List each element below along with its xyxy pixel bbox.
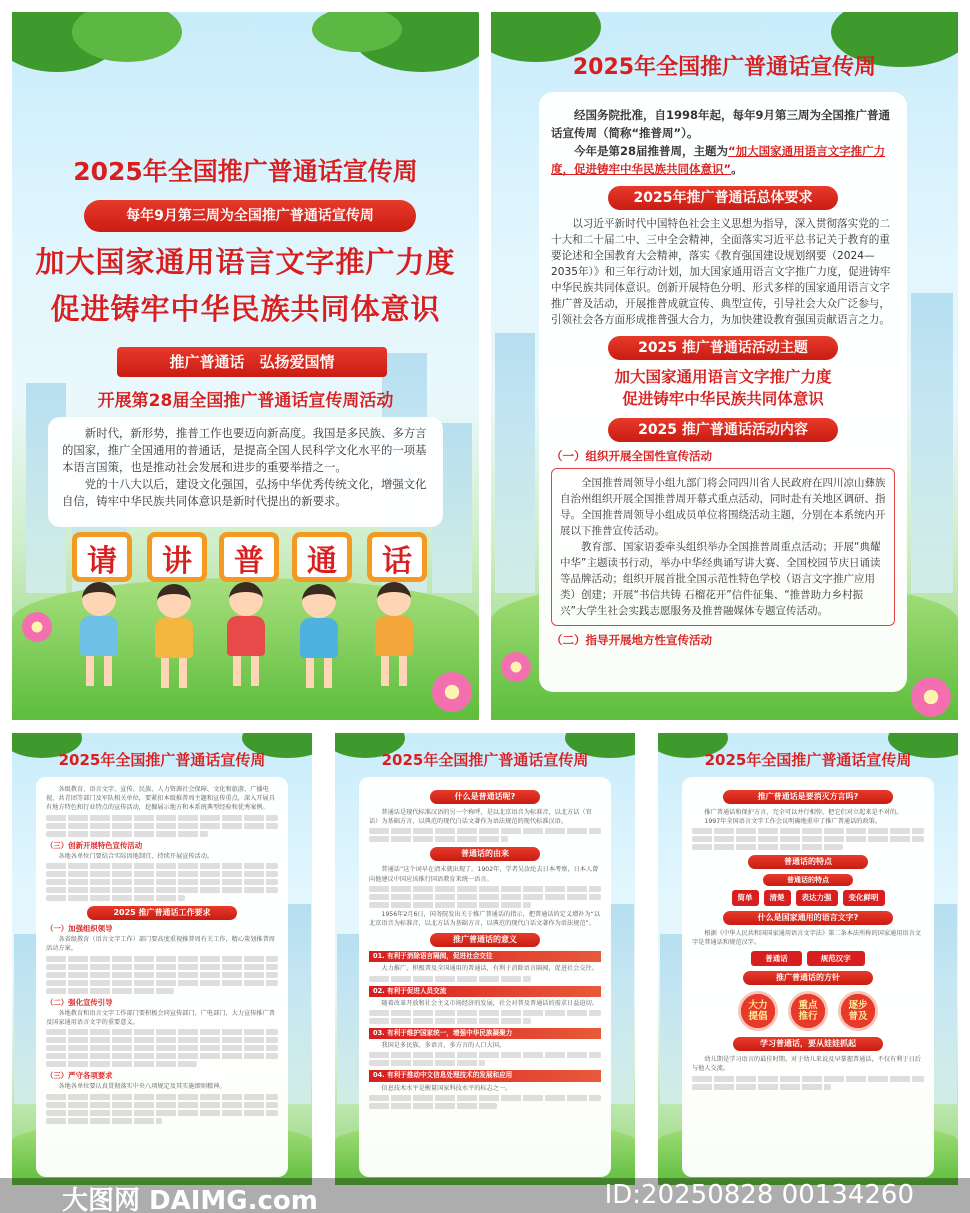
question-text: 普通话是现代标准汉语的另一个称呼，是以北京语音为标准音，以北方话（官话）为基础方言，以典范的现代白话文著作为语法规范的现代标准汉语。 [369, 809, 592, 826]
theme-line-1: 加大国家通用语言文字推广力度 [614, 368, 832, 386]
feature-tag: 表达力强 [796, 890, 838, 905]
intro-paragraph: 党的十八大以后，建设文化强国，弘扬中华优秀传统文化，增强文化自信，铸牢中华民族共同体意识是新时代提出的新要求。 [62, 477, 427, 508]
significance-item-4: 04. 有利于推动中文信息处理技术的发展和应用 [369, 1070, 601, 1081]
sign-tong: 通 [292, 532, 352, 582]
language-chips [692, 951, 924, 966]
national-activities-box [551, 468, 895, 626]
watermark-site: 大图网 DAIMG.com [62, 1186, 318, 1213]
features-heading: 普通话的特点 [748, 855, 868, 869]
section-heading-local: （二）指导开展地方性宣传活动 [551, 633, 712, 647]
watermark-id: ID:20250828 00134260 [604, 1180, 914, 1210]
features-subheading: 普通话的特点 [763, 874, 853, 886]
origin-heading: 普通话的由来 [430, 847, 540, 861]
poster-title: 2025年全国推广普通话宣传周 [381, 751, 589, 769]
requirements-heading: 2025年推广普通话总体要求 [608, 186, 838, 210]
theme-line-2: 促进铸牢中华民族共同体意识 [622, 390, 824, 408]
flower [501, 652, 531, 682]
significance-text: 信息技术水平是衡量国家科技水平的标志之一。 [381, 1084, 512, 1092]
language-chip: 规范汉字 [807, 951, 865, 966]
child-figure [219, 582, 273, 686]
content-card [36, 777, 288, 1177]
question-heading: 什么是普通话呢? [430, 790, 540, 804]
section-heading: （一）加强组织领导 [46, 924, 113, 934]
intro-paragraph: 新时代，新形势，推普工作也要迈向新高度。我国是多民族、多方言的国家，推广全国通用的普通话，是提高全国人民科学文化水平的一项基本语言国策，也是推动社会发展和进步的重要举措之一。 [62, 426, 427, 474]
building [933, 904, 957, 1104]
work-requirements-heading: 2025 推广普通话工作要求 [87, 906, 237, 920]
content-heading: 2025 推广普通话活动内容 [608, 418, 838, 442]
significance-heading: 推广普通话的意义 [430, 933, 540, 947]
section-heading: （三）创新开展特色宣传活动 [46, 840, 143, 850]
section-heading-national: （一）组织开展全国性宣传活动 [551, 449, 712, 463]
slogan-line-1: 加大国家通用语言文字推广力度 [35, 245, 456, 279]
poster-title: 2025年全国推广普通话宣传周 [704, 751, 912, 769]
poster-title: 2025年全国推广普通话宣传周 [58, 751, 266, 769]
sign-jiang: 讲 [147, 532, 207, 582]
policy-heading: 推广普通话的方针 [743, 971, 873, 985]
origin-text: 1956年2月6日，国务院发出关于推广普通话的指示，把普通话的定义增补为“以北京语音为标准音，以北方话为基础方言，以典范的现代白话文著作为语法规范”。 [369, 910, 601, 928]
section-text: 各地各单位要认真贯彻落实中央八项规定及其实施细则精神。 [58, 1083, 226, 1091]
theme-paragraph: 今年是第28届推普周，主题为“加大国家通用语言文字推广力度，促进铸牢中华民族共同体意识”。 [551, 144, 886, 176]
flower [22, 612, 52, 642]
child-figure [147, 584, 201, 688]
children-heading: 学习普通话，要从娃娃抓起 [733, 1037, 883, 1051]
policy-circle: 逐步 普及 [838, 991, 878, 1031]
intro-paragraph: 经国务院批准，自1998年起，每年9月第三周为全国推广普通话宣传周（简称“推普周”）。 [551, 108, 891, 140]
feature-tag: 变化鲜明 [843, 890, 885, 905]
building [14, 934, 38, 1104]
building [911, 293, 953, 593]
sign-hua: 话 [367, 532, 427, 582]
poster-what-is-putonghua [335, 733, 635, 1185]
week-banner: 每年9月第三周为全国推广普通话宣传周 [84, 200, 416, 232]
feature-tag: 清楚 [764, 890, 791, 905]
dialect-text: 推广普通话和保护方言，完全可以并行相悖，把它们对立起来是不对的。 [704, 809, 903, 816]
significance-item-3: 03. 有利于维护国家统一，增强中华民族凝聚力 [369, 1028, 601, 1039]
section-text: 各地各单位门要结合实际因地制宜，持续开展宣传活动。 [58, 852, 214, 860]
building [610, 904, 634, 1104]
lead-paragraph: 各级教育、语言文字、宣传、民族、人力资源社会保障、文化和旅游、广播电视、共青团等部门及军队相关单位，要紧扣本级推普周主题和宣传重点，深入开展具有地方特色和行业特点的宣传活动，挖掘展示地方和本系统典型经验和优秀案例。 [46, 786, 275, 812]
slogan-strip: 推广普通话 弘扬爱国情 [117, 347, 387, 377]
box-paragraph: 全国推普周领导小组九部门将会同四川省人民政府在四川凉山彝族自治州组织开展全国推普周开幕式重点活动，同时赴有关地区调研、指导。全国推普周领导小组成员单位将围绕活动主题，分别在本系统内开展以下推普宣传活动。 [560, 477, 886, 537]
significance-item-2: 02. 有利于促进人员交流 [369, 986, 601, 997]
flower [432, 672, 472, 712]
poster-main [12, 12, 479, 720]
significance-item-1: 01. 有利于消除语言隔阂，促进社会交往 [369, 951, 601, 962]
building [337, 934, 361, 1104]
origin-text: 普通话”这个词早在清末就出现了。1902年，学者吴汝纶去日本考察，日本人曾向他建议中国应该推行国语教育来统一语言。 [369, 866, 599, 883]
child-figure [72, 582, 126, 686]
children-text: 幼儿期是学习语言的最佳时期。对于幼儿来说及早掌握普通话，不仅有利于日后与他人交流。 [692, 1056, 921, 1073]
content-card [359, 777, 611, 1177]
content-card [539, 92, 907, 692]
building [660, 934, 684, 1104]
requirements-text: 以习近平新时代中国特色社会主义思想为指导，深入贯彻落实党的二十大和二十届二中、三中全会精神，全面落实习近平总书记关于教育的重要论述和全国教育大会精神，落实《教育强国建设规划纲要（2024—2035年）》和三年行动计划，加大国家通用语言文字推广力度，促进铸牢中华民族共同体意识。创新开展特色分明、形式多样的国家通用语言文字推广普及活动，开展推普成就宣传、典型宣传，引导社会大众广泛参与，引领社会各方面形成推普强大合力，为加快建设教育强国贡献语言之力。 [551, 218, 891, 326]
intro-card [48, 417, 443, 527]
significance-text: 大力推广、积极普及全国通用的普通话，有利于消除语言隔阂，促进社会交往。 [381, 965, 598, 973]
section-text: 各省级教育（语言文字工作）部门要高度重视推普周有关工作，精心策划推普周活动方案。 [46, 936, 275, 953]
section-heading: （二）强化宣传引导 [46, 997, 113, 1007]
dialect-heading: 推广普通话是要消灭方言吗? [723, 790, 893, 804]
language-chip: 普通话 [751, 951, 802, 966]
building [287, 904, 311, 1104]
poster-features [658, 733, 958, 1185]
feature-tags [692, 890, 924, 905]
box-paragraph: 教育部、国家语委牵头组织举办全国推普周重点活动；开展“典耀中华”主题读书行动，举办中华经典诵写讲大赛、全国校园节庆日诵读等品牌活动；组织开展首批全国示范性特色学校（语言文字推广应用类）创建；开展“书信共铸 石榴花开”信件征集、“推普助力乡村振兴”大学生社会实践志愿服务及推普融媒体专题宣传活动。 [560, 541, 881, 617]
sign-pu: 普 [219, 532, 279, 582]
building [495, 333, 535, 593]
poster-requirements [12, 733, 312, 1185]
poster-title: 2025年全国推广普通话宣传周 [73, 157, 418, 186]
child-figure [367, 582, 421, 686]
significance-text: 随着改革开放和社会主义市场经济的发展，社会对普及普通话的需求日益迫切。 [381, 999, 598, 1007]
sign-qing: 请 [72, 532, 132, 582]
national-language-heading: 什么是国家通用的语言文字? [723, 911, 893, 925]
national-language-text: 根据《中华人民共和国国家通用语言文字法》第二条本法所称的国家通用语言文字是普通话和规范汉字。 [692, 929, 921, 946]
section-text: 各地教育和语言文字工作部门要积极会同宣传部门、广电部门，大力宣传推广普及国家通用语言文字的重要意义。 [46, 1009, 275, 1027]
watermark-bar [0, 1178, 970, 1213]
significance-text: 我国是多民族、多语言、多方言的人口大国。 [381, 1042, 506, 1050]
policy-circle: 大力 提倡 [738, 991, 778, 1031]
poster-title: 2025年全国推广普通话宣传周 [572, 55, 877, 80]
flower [911, 677, 951, 717]
dialect-text: 1997年全国语言文字工作会议明确地重申了推广普通话的政策。 [704, 818, 882, 826]
content-card [682, 777, 934, 1177]
theme-heading: 2025 推广普通话活动主题 [608, 336, 838, 360]
policy-circle: 重点 推行 [788, 991, 828, 1031]
activity-heading: 开展第28届全国推广普通话宣传周活动 [97, 391, 394, 411]
policy-circles [692, 991, 924, 1031]
section-heading: （三）严守各项要求 [46, 1071, 113, 1081]
child-figure [292, 584, 346, 688]
feature-tag: 简单 [732, 890, 759, 905]
slogan-line-2: 促进铸牢中华民族共同体意识 [50, 292, 441, 326]
poster-overview [491, 12, 958, 720]
